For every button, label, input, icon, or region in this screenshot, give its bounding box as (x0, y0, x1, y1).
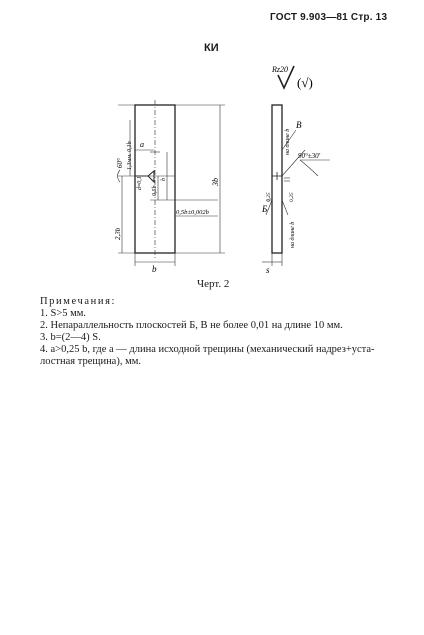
dim-d-label: d≈0,1 (137, 176, 143, 190)
page-header: ГОСТ 9.903—81 Стр. 13 (270, 12, 388, 23)
notes-block (40, 296, 390, 368)
surface-roughness-label: Rz20 (272, 65, 288, 74)
note-item: 2. Непараллельность плоскостей Б, В не более 0,01 на длине 10 мм. (40, 320, 343, 331)
dim-2-3b-label: 2,3b (114, 227, 122, 240)
angle-left-label: 60° (116, 158, 124, 168)
specimen-code: КИ (204, 42, 219, 54)
dim-3b-label: 3b (211, 178, 220, 186)
length-top-label: на длине b (285, 128, 291, 155)
tol-right-label: 0,25 (289, 192, 295, 202)
note-item: 4. a>0,25 b, где a — длина исходной трещины (механический надрез+уста- (40, 344, 375, 355)
roughness-other-label: (√) (297, 75, 313, 90)
note-item: лостная трещина), мм. (40, 356, 142, 367)
length-bottom-label: на длине b (290, 221, 296, 248)
technical-drawing (0, 0, 424, 290)
width-b-label: b (152, 264, 157, 274)
plane-b-label: Б (262, 204, 268, 214)
figure-caption: Черт. 2 (197, 278, 230, 290)
note-item: 3. b=(2—4) S. (40, 332, 101, 343)
dim-b-small-label: b (160, 177, 167, 181)
thickness-s-label: s (266, 265, 270, 275)
plane-v-label: В (296, 120, 302, 130)
tol-left-label: 0,25 (266, 192, 272, 202)
angle-right-label: 90°±30' (298, 152, 321, 160)
dim-notch-width-label: 1,3мм. 0,1b (127, 141, 133, 170)
dim-0-5b-label: 0,5b (152, 185, 158, 196)
dim-0-5b-tol-label: 0,5b±0,002b (176, 209, 209, 216)
crack-a-label: a (140, 140, 144, 149)
notes-title: Примечания: (40, 296, 117, 307)
note-item: 1. S>5 мм. (40, 308, 87, 319)
